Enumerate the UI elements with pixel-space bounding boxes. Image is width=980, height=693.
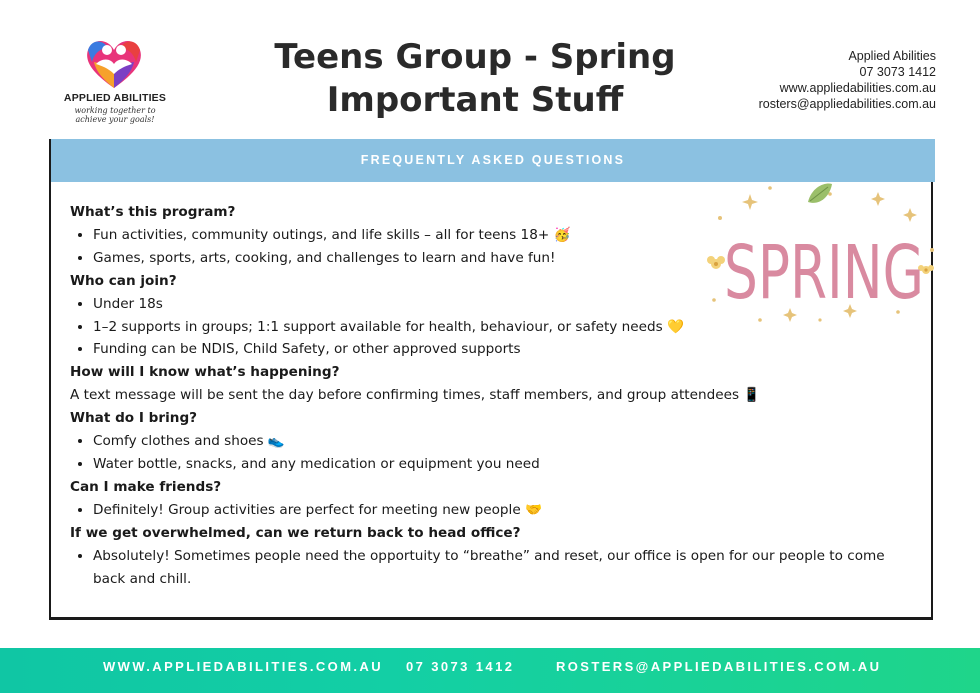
list-item: • Absolutely! Sometimes people need the opportuity to “breathe” and reset, our office is open for our people to come back and chill. [93, 545, 910, 591]
contact-website: www.appliedabilities.com.au [779, 81, 936, 95]
contact-phone: 07 3073 1412 [859, 65, 936, 79]
logo-name: APPLIED ABILITIES [63, 92, 167, 104]
page-title-line-2: Important Stuff [326, 80, 624, 120]
page-title [200, 36, 750, 122]
faq-question: Who can join? [70, 272, 177, 289]
footer-bar [0, 648, 980, 693]
list-item: • Fun activities, community outings, and life skills – all for teens 18+ 🥳 [93, 224, 910, 247]
logo-tagline: working together to achieve your goals! [74, 106, 156, 124]
faq-answer: A text message will be sent the day before confirming times, staff members, and group attendees 📱 [70, 387, 761, 404]
faq-answer-list [70, 224, 910, 270]
faq-question: If we get overwhelmed, can we return back to head office? [70, 524, 521, 541]
faq-header: FREQUENTLY ASKED QUESTIONS [51, 139, 935, 182]
footer-phone[interactable]: 07 3073 1412 [406, 659, 515, 674]
spring-word: SPRING [724, 230, 924, 316]
list-item: • 1–2 supports in groups; 1:1 support available for health, behaviour, or safety needs 💛 [93, 316, 910, 339]
faq-answer-list [70, 430, 910, 476]
brand-logo [60, 34, 170, 129]
contact-email: rosters@appliedabilities.com.au [758, 97, 936, 111]
footer-email-link[interactable]: ROSTERS@APPLIEDABILITIES.COM.AU [556, 659, 882, 674]
list-item: • Funding can be NDIS, Child Safety, or other approved supports [93, 338, 910, 361]
list-item: • Definitely! Group activities are perfect for meeting new people 🤝 [93, 499, 910, 522]
faq-question: What’s this program? [70, 204, 236, 220]
contact-org: Applied Abilities [848, 49, 936, 63]
faq-question: Can I make friends? [70, 478, 222, 495]
faq-answer-list [70, 499, 910, 522]
list-item: • Under 18s [93, 293, 910, 316]
list-item: • Water bottle, snacks, and any medication or equipment you need [93, 453, 910, 476]
list-item: • Comfy clothes and shoes 👟 [93, 430, 910, 453]
faq-question: What do I bring? [70, 410, 198, 427]
page-title-line-1: Teens Group - Spring [274, 37, 676, 77]
heart-people-logo-icon [82, 34, 146, 90]
list-item: • Games, sports, arts, cooking, and challenges to learn and have fun! [93, 247, 910, 270]
faq-question: How will I know what’s happening? [70, 364, 340, 381]
faq-answer-list [70, 545, 910, 591]
contact-block [759, 48, 936, 112]
faq-answer-list [70, 293, 910, 362]
footer-website-link[interactable]: WWW.APPLIEDABILITIES.COM.AU [103, 659, 384, 674]
faq-content [70, 201, 910, 590]
